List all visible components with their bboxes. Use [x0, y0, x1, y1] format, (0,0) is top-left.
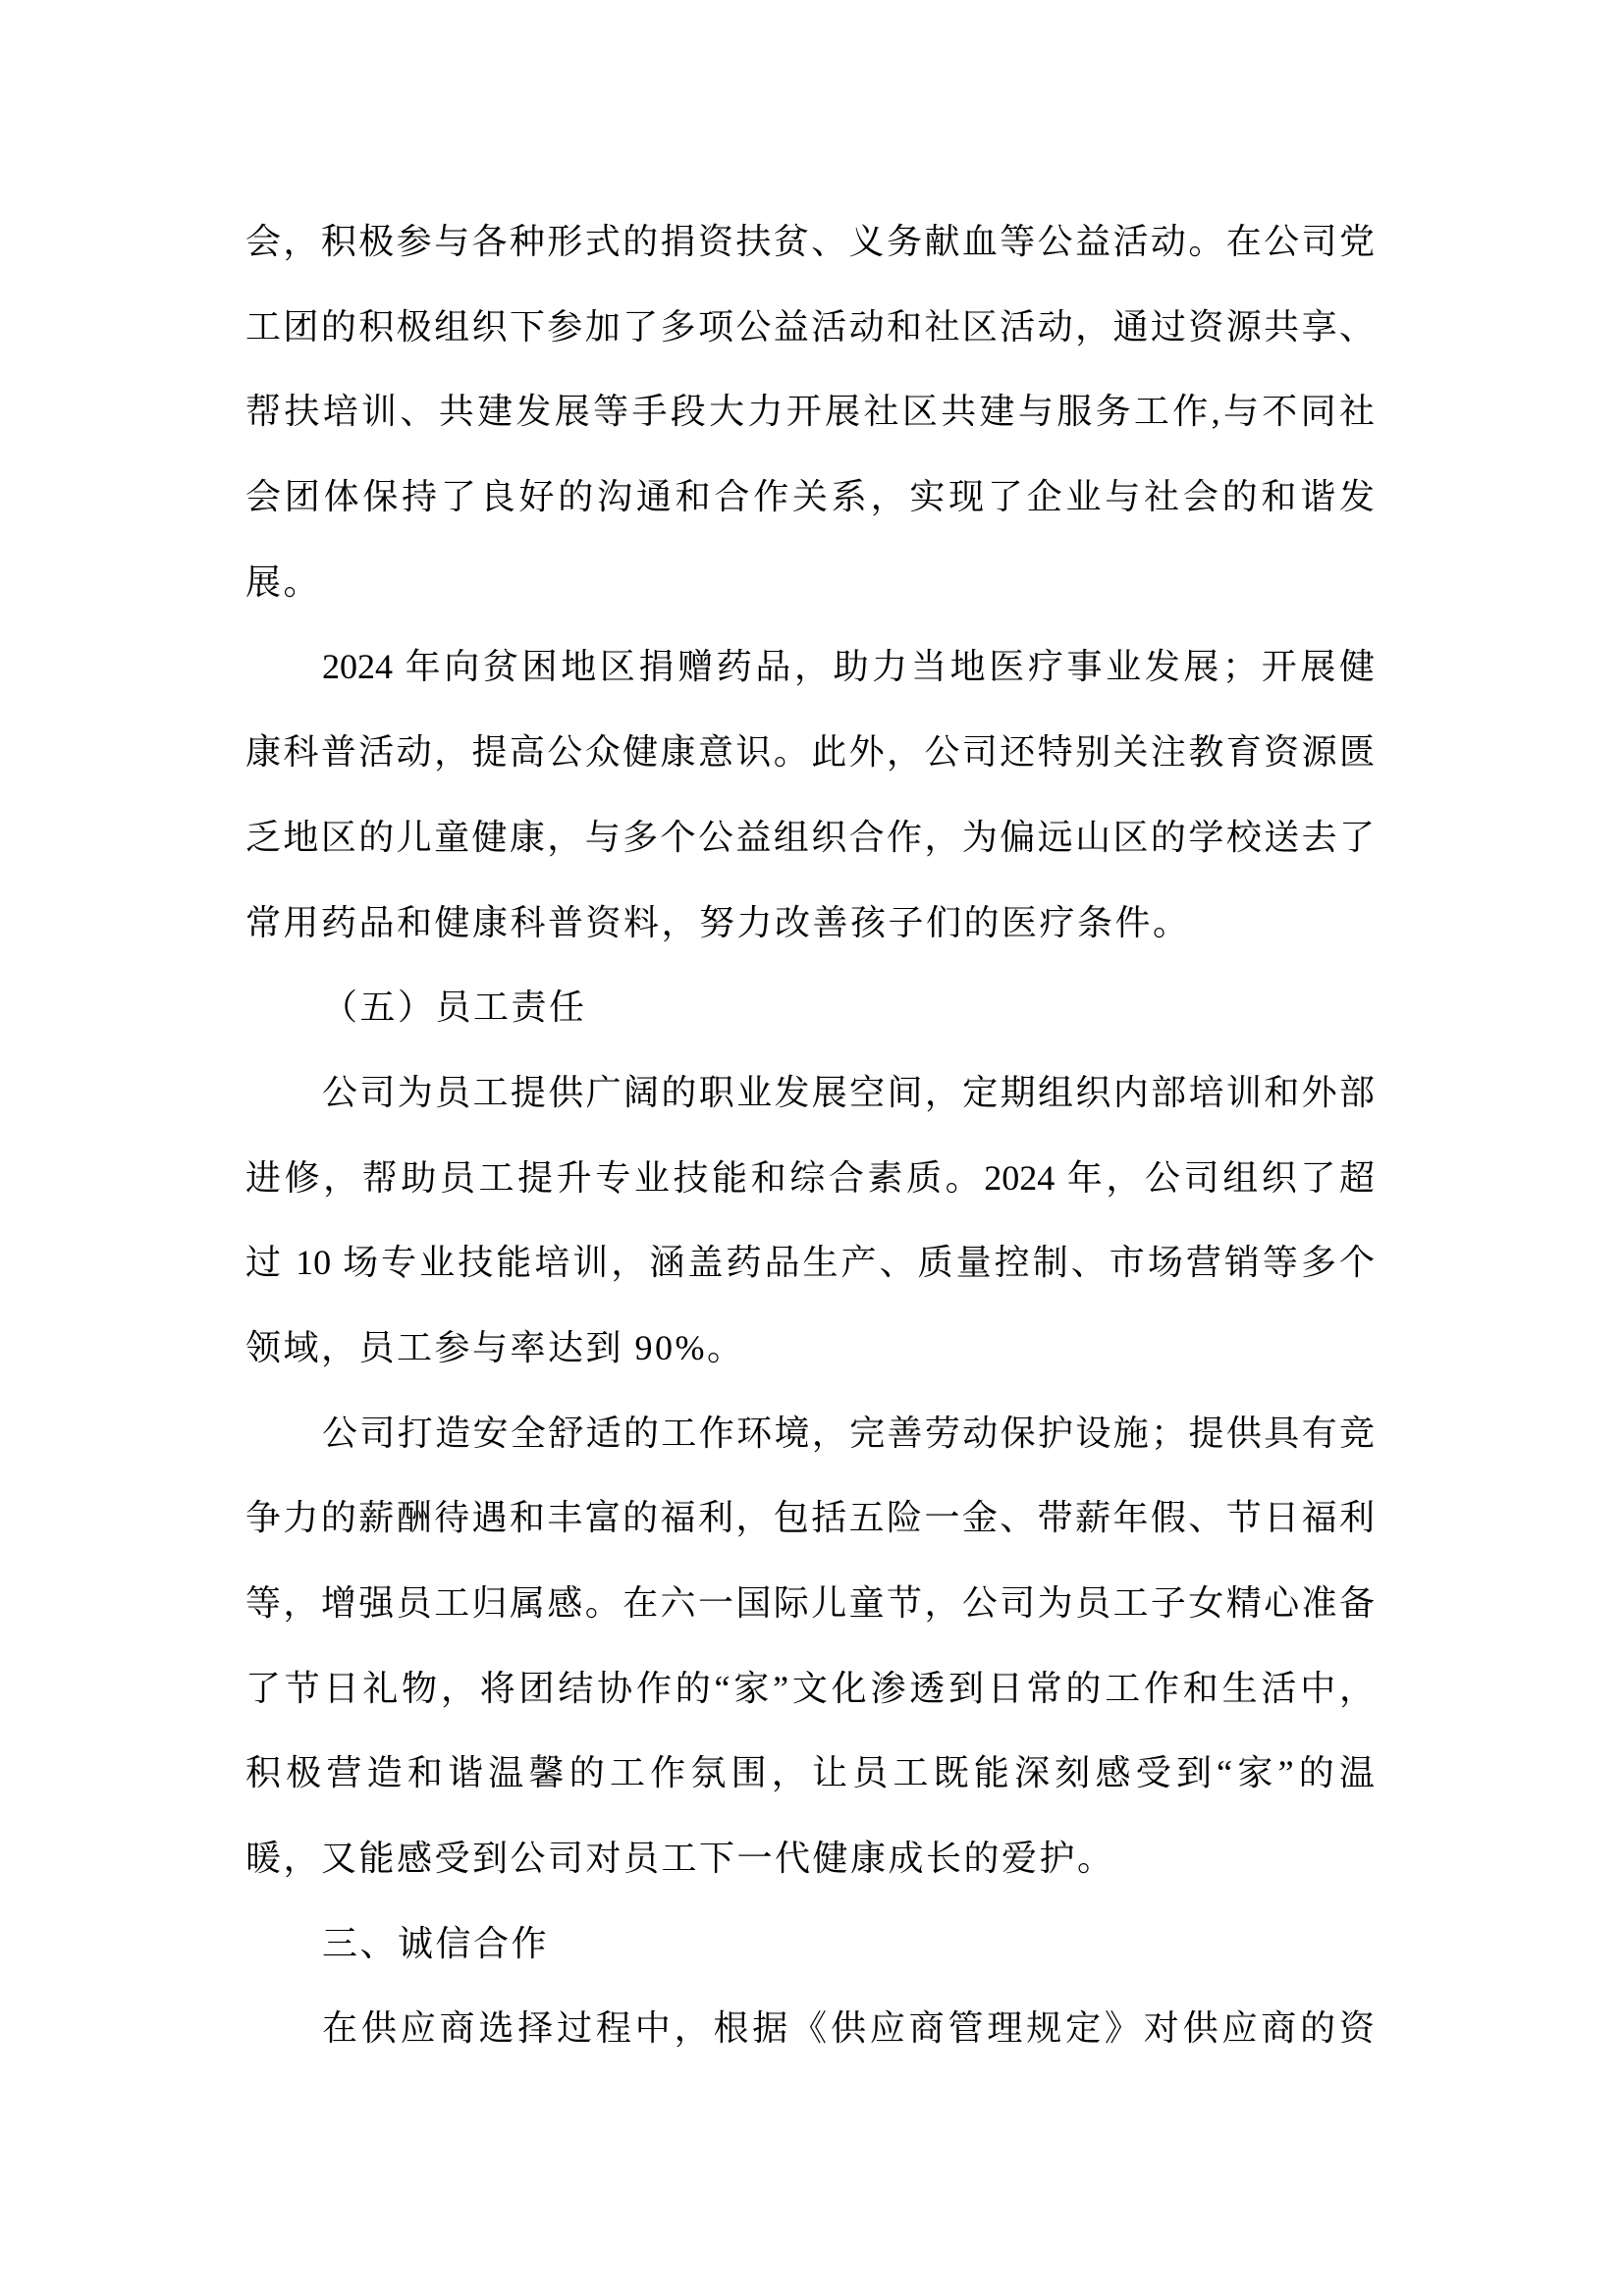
paragraph-line: 在供应商选择过程中，根据《供应商管理规定》对供应商的资 — [322, 2008, 1375, 2049]
section-heading-integrity-cooperation: 三、诚信合作 — [322, 1923, 550, 1963]
paragraph-line: 公司打造安全舒适的工作环境，完善劳动保护设施；提供具有竞 — [322, 1413, 1375, 1453]
paragraph-line: 了节日礼物，将团结协作的“家”文化渗透到日常的工作和生活中， — [245, 1668, 1375, 1708]
paragraph-line: 等，增强员工归属感。在六一国际儿童节，公司为员工子女精心准备 — [245, 1583, 1375, 1623]
paragraph-line: 进修，帮助员工提升专业技能和综合素质。2024 年，公司组织了超 — [245, 1157, 1375, 1198]
paragraph-line: 会团体保持了良好的沟通和合作关系，实现了企业与社会的和谐发 — [245, 477, 1375, 517]
paragraph-line: 帮扶培训、共建发展等手段大力开展社区共建与服务工作,与不同社 — [245, 392, 1375, 432]
paragraph-line: 会，积极参与各种形式的捐资扶贫、义务献血等公益活动。在公司党 — [245, 222, 1375, 261]
document-text-block — [245, 199, 1375, 2071]
paragraph-line: 暖，又能感受到公司对员工下一代健康成长的爱护。 — [245, 1839, 1115, 1879]
paragraph-line: 过 10 场专业技能培训，涵盖药品生产、质量控制、市场营销等多个 — [245, 1243, 1375, 1283]
paragraph-line: 领域，员工参与率达到 90%。 — [245, 1327, 745, 1367]
paragraph-line: 康科普活动，提高公众健康意识。此外，公司还特别关注教育资源匮 — [245, 732, 1375, 773]
paragraph-line: 工团的积极组织下参加了多项公益活动和社区活动，通过资源共享、 — [245, 306, 1375, 347]
paragraph-line: 2024 年向贫困地区捐赠药品，助力当地医疗事业发展；开展健 — [322, 647, 1375, 687]
paragraph-line: 乏地区的儿童健康，与多个公益组织合作，为偏远山区的学校送去了 — [245, 817, 1375, 857]
paragraph-line: 积极营造和谐温馨的工作氛围，让员工既能深刻感受到“家”的温 — [245, 1753, 1375, 1793]
paragraph-line: 争力的薪酬待遇和丰富的福利，包括五险一金、带薪年假、节日福利 — [245, 1498, 1375, 1538]
paragraph-line: 公司为员工提供广阔的职业发展空间，定期组织内部培训和外部 — [322, 1072, 1375, 1112]
paragraph-line: 展。 — [245, 561, 322, 602]
section-heading-employee-responsibility: （五）员工责任 — [322, 988, 587, 1028]
paragraph-line: 常用药品和健康科普资料，努力改善孩子们的医疗条件。 — [245, 902, 1191, 942]
